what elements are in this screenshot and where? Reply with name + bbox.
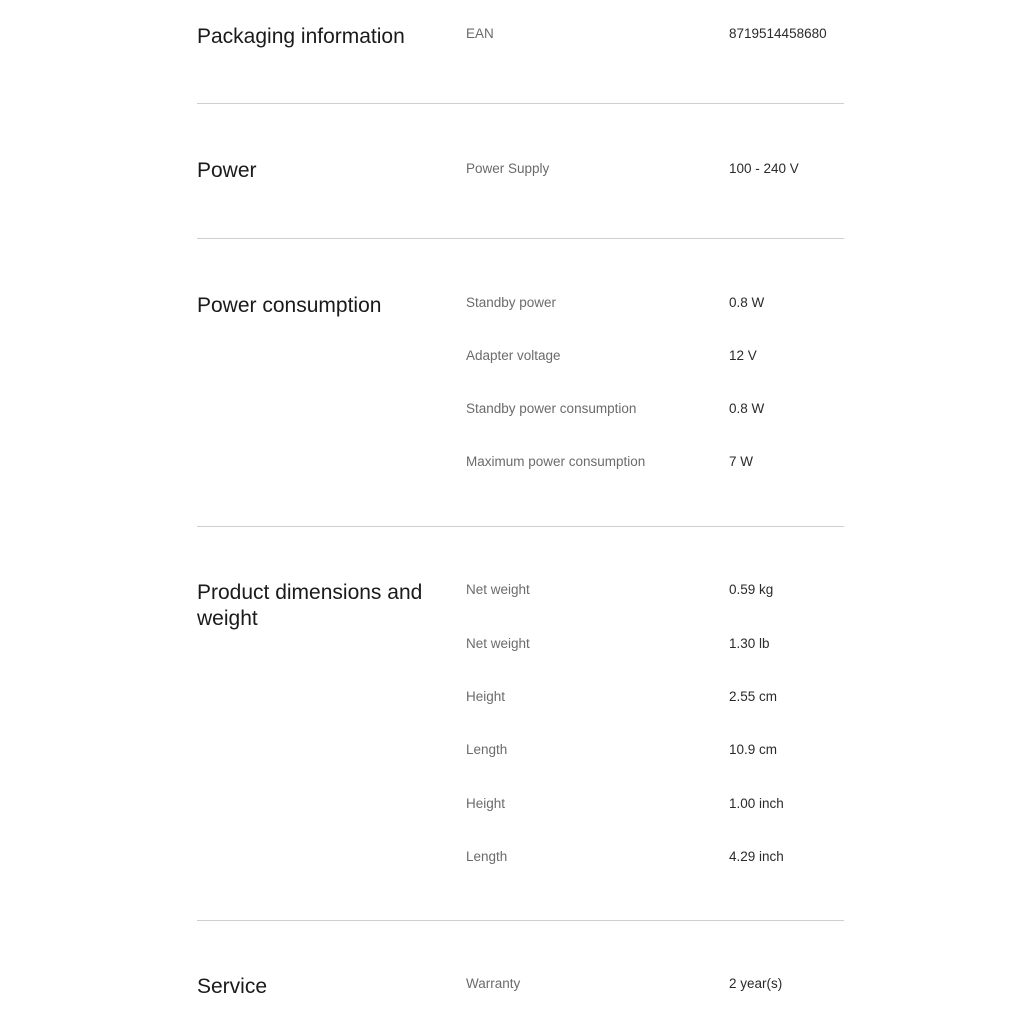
spec-row <box>197 293 844 313</box>
spec-row <box>197 974 844 994</box>
spec-row <box>197 794 844 814</box>
spec-row <box>197 399 844 419</box>
spec-row <box>197 740 844 760</box>
spec-label: Power Supply <box>466 161 550 176</box>
spec-label: Standby power <box>466 295 557 310</box>
spec-value: 1.00 inch <box>729 796 784 811</box>
spec-row <box>197 847 844 867</box>
spec-label: Length <box>466 742 508 757</box>
spec-value: 0.8 W <box>729 401 765 416</box>
spec-label: Maximum power consumption <box>466 454 646 469</box>
spec-value: 4.29 inch <box>729 849 784 864</box>
spec-value: 12 V <box>729 348 757 363</box>
spec-row <box>197 580 844 600</box>
spec-value: 8719514458680 <box>729 26 827 41</box>
spec-label: Warranty <box>466 976 521 991</box>
spec-label: Standby power consumption <box>466 401 637 416</box>
spec-value: 10.9 cm <box>729 742 778 757</box>
spec-row <box>197 634 844 654</box>
spec-label: Net weight <box>466 582 530 597</box>
spec-value: 100 - 240 V <box>729 161 799 176</box>
spec-label: Net weight <box>466 636 530 651</box>
section-divider <box>197 920 844 921</box>
section-title: Service <box>197 975 268 998</box>
section-divider <box>197 526 844 527</box>
spec-row <box>197 687 844 707</box>
section-title: Product dimensions and weight <box>197 581 423 630</box>
section-divider <box>197 103 844 104</box>
section-title: Packaging information <box>197 25 405 48</box>
spec-row <box>197 159 844 179</box>
spec-row <box>197 24 844 44</box>
section-title: Power consumption <box>197 294 382 317</box>
spec-value: 7 W <box>729 454 754 469</box>
section-divider <box>197 238 844 239</box>
spec-value: 0.59 kg <box>729 582 774 597</box>
spec-value: 2 year(s) <box>729 976 783 991</box>
spec-row <box>197 452 844 472</box>
spec-value: 2.55 cm <box>729 689 778 704</box>
spec-label: Height <box>466 689 506 704</box>
spec-label: Adapter voltage <box>466 348 561 363</box>
spec-value: 0.8 W <box>729 295 765 310</box>
spec-value: 1.30 lb <box>729 636 770 651</box>
spec-label: Height <box>466 796 506 811</box>
spec-label: Length <box>466 849 508 864</box>
spec-row <box>197 346 844 366</box>
spec-label: EAN <box>466 26 494 41</box>
section-title: Power <box>197 159 257 182</box>
